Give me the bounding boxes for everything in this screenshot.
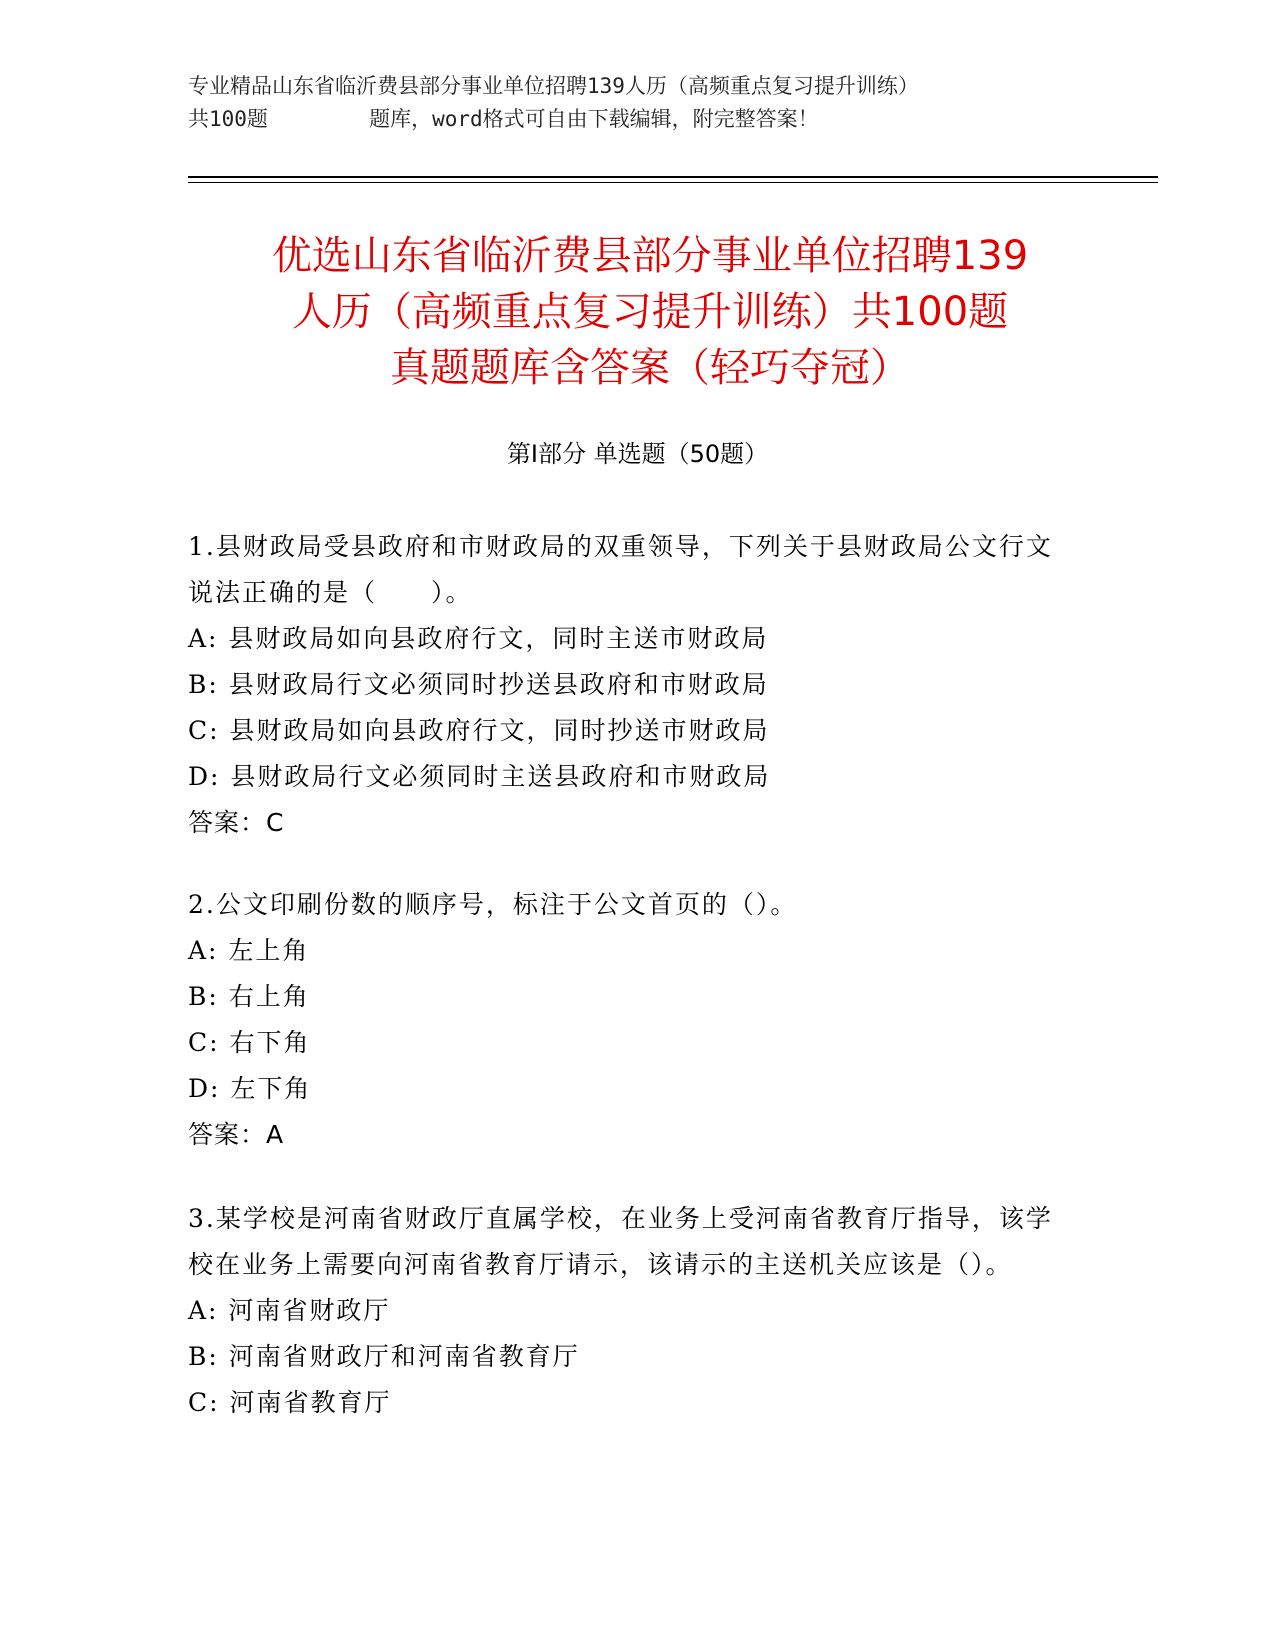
option-a: A: 左上角	[188, 936, 310, 965]
question-stem: 2.公文印刷份数的顺序号，标注于公文首页的（）。	[188, 890, 798, 919]
header-line-1: 专业精品山东省临沂费县部分事业单位招聘139人历（高频重点复习提升训练）	[188, 74, 919, 98]
option-c: C: 县财政局如向县政府行文，同时抄送市财政局	[188, 716, 770, 745]
answer-text: 答案：A	[188, 1120, 285, 1149]
question-stem: 3.某学校是河南省财政厅直属学校，在业务上受河南省教育厅指导，该学校在业务上需要向河南省教育厅请示，该请示的主送机关应该是（）。	[188, 1204, 1053, 1279]
option-c: C: 河南省教育厅	[188, 1388, 392, 1417]
question-3	[188, 1196, 1068, 1426]
question-stem: 1.县财政局受县政府和市财政局的双重领导，下列关于县财政局公文行文说法正确的是（ ）。	[188, 532, 1053, 607]
title-line-3: 真题题库含答案（轻巧夺冠）	[390, 345, 910, 391]
document-title	[150, 228, 1150, 396]
option-a: A: 县财政局如向县政府行文，同时主送市财政局	[188, 624, 769, 653]
option-d: D: 县财政局行文必须同时主送县政府和市财政局	[188, 762, 771, 791]
option-a: A: 河南省财政厅	[188, 1296, 391, 1325]
option-b: B: 右上角	[188, 982, 310, 1011]
page-header	[188, 70, 1068, 136]
section-heading: 第Ⅰ部分 单选题（50题）	[506, 440, 769, 468]
question-2	[188, 882, 1068, 1158]
header-divider-thin	[188, 182, 1158, 183]
option-b: B: 河南省财政厅和河南省教育厅	[188, 1342, 580, 1371]
header-divider-thick	[188, 176, 1158, 178]
answer-text: 答案：C	[188, 808, 285, 837]
title-line-1: 优选山东省临沂费县部分事业单位招聘139	[271, 233, 1029, 279]
option-b: B: 县财政局行文必须同时抄送县政府和市财政局	[188, 670, 769, 699]
question-1	[188, 524, 1068, 846]
option-c: C: 右下角	[188, 1028, 311, 1057]
title-line-2: 人历（高频重点复习提升训练）共100题	[291, 289, 1009, 335]
option-d: D: 左下角	[188, 1074, 312, 1103]
header-line-2: 共100题 题库，word格式可自由下载编辑，附完整答案！	[188, 107, 819, 131]
